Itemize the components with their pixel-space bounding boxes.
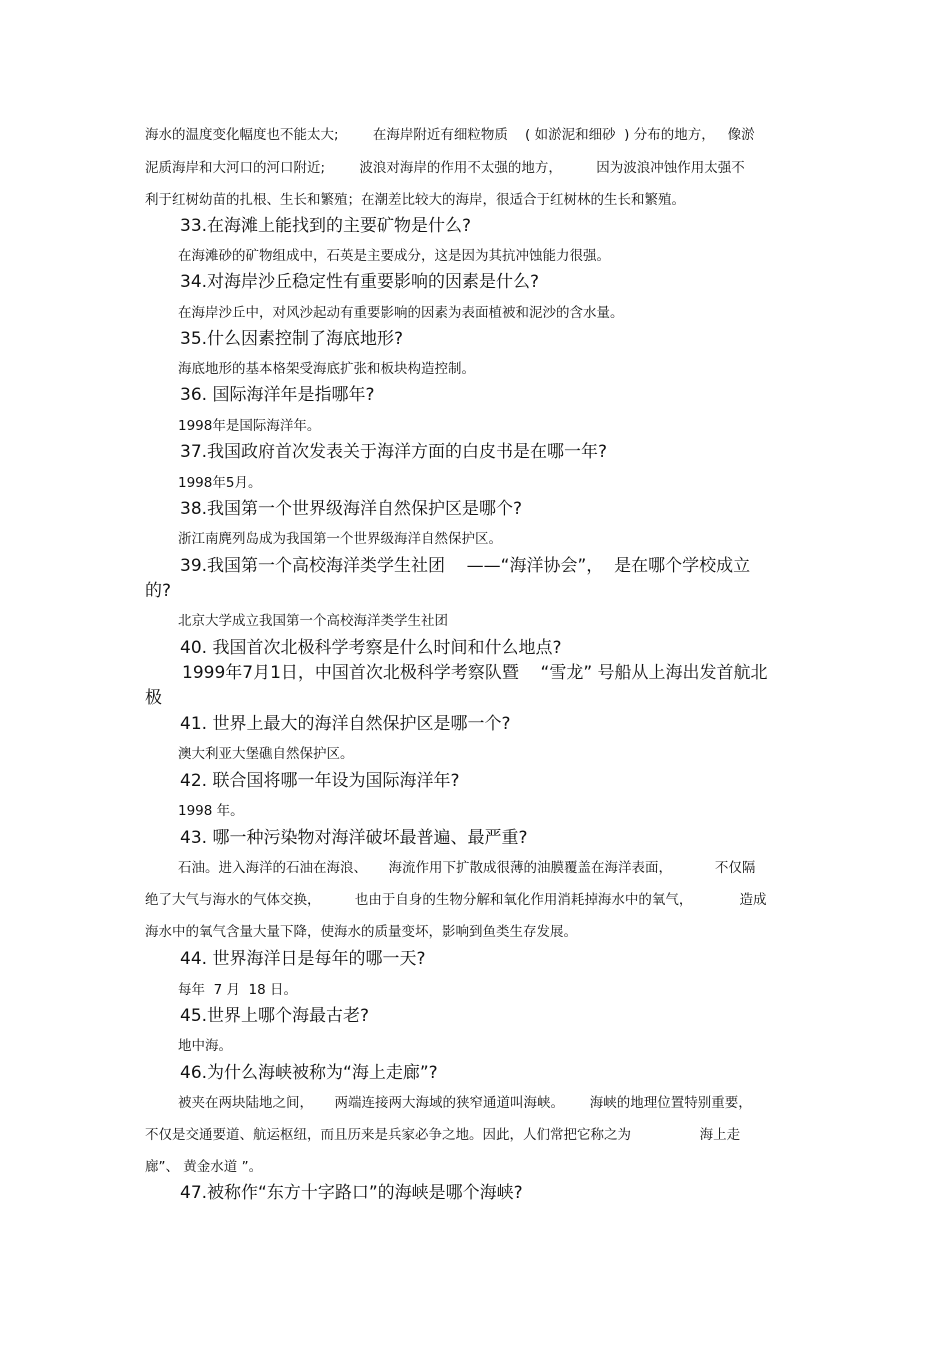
answer-44: 每年 7 月 18 日。 — [178, 982, 298, 998]
answer-43: 石油。进入海洋的石油在海浪、 海流作用下扩散成很薄的油膜覆盖在海洋表面， 不仅隔 — [178, 860, 756, 876]
answer-45: 地中海。 — [178, 1038, 232, 1054]
question-35: 35.什么因素控制了海底地形? — [180, 329, 404, 349]
question-41: 41. 世界上最大的海洋自然保护区是哪一个? — [180, 714, 511, 734]
paragraph-line: 利于红树幼苗的扎根、生长和繁殖；在潮差比较大的海岸，很适合于红树林的生长和繁殖。 — [145, 192, 685, 208]
answer-41: 澳大利亚大堡礁自然保护区。 — [178, 746, 354, 762]
answer-46: 被夹在两块陆地之间， 两端连接两大海域的狭窄通道叫海峡。 海峡的地理位置特别重要， — [178, 1095, 752, 1111]
question-42: 42. 联合国将哪一年设为国际海洋年? — [180, 771, 460, 791]
answer-40-continued: 极 — [145, 688, 162, 708]
answer-35: 海底地形的基本格架受海底扩张和板块构造控制。 — [178, 361, 475, 377]
question-44: 44. 世界海洋日是每年的哪一天? — [180, 949, 426, 969]
answer-33: 在海滩砂的矿物组成中，石英是主要成分，这是因为其抗冲蚀能力很强。 — [178, 248, 610, 264]
question-33: 33.在海滩上能找到的主要矿物是什么? — [180, 216, 472, 236]
paragraph-line: 海水的温度变化幅度也不能太大; 在海岸附近有细粒物质 ( 如淤泥和细砂 ) 分布的地方， 像淤 — [145, 127, 755, 143]
question-39-continued: 的? — [145, 581, 172, 601]
question-47: 47.被称作“东方十字路口”的海峡是哪个海峡? — [180, 1183, 523, 1203]
question-36: 36. 国际海洋年是指哪年? — [180, 385, 375, 405]
question-45: 45.世界上哪个海最古老? — [180, 1006, 370, 1026]
answer-37: 1998年5月。 — [178, 475, 262, 491]
question-40: 40. 我国首次北极科学考察是什么时间和什么地点? — [180, 638, 562, 658]
question-37: 37.我国政府首次发表关于海洋方面的白皮书是在哪一年? — [180, 442, 608, 462]
question-39: 39.我国第一个高校海洋类学生社团 ——“海洋协会”， 是在哪个学校成立 — [180, 556, 751, 576]
paragraph-line: 泥质海岸和大河口的河口附近; 波浪对海岸的作用不太强的地方， 因为波浪冲蚀作用太强不 — [145, 160, 745, 176]
answer-40: 1999年7月1日，中国首次北极科学考察队暨 “雪龙” 号船从上海出发首航北 — [182, 663, 768, 683]
answer-38: 浙江南麂列岛成为我国第一个世界级海洋自然保护区。 — [178, 531, 502, 547]
question-34: 34.对海岸沙丘稳定性有重要影响的因素是什么? — [180, 272, 540, 292]
answer-39: 北京大学成立我国第一个高校海洋类学生社团 — [178, 613, 448, 629]
question-38: 38.我国第一个世界级海洋自然保护区是哪个? — [180, 499, 523, 519]
answer-42: 1998 年。 — [178, 803, 244, 819]
answer-46-continued: 不仅是交通要道、航运枢纽，而且历来是兵家必争之地。因此，人们常把它称之为 海上走 — [145, 1127, 741, 1143]
answer-36: 1998年是国际海洋年。 — [178, 418, 321, 434]
answer-46-continued: 廊”、 黄金水道 ”。 — [145, 1159, 263, 1175]
answer-43-continued: 绝了大气与海水的气体交换， 也由于自身的生物分解和氧化作用消耗掉海水中的氧气， 造成 — [145, 892, 767, 908]
answer-43-continued: 海水中的氧气含量大量下降，使海水的质量变坏，影响到鱼类生存发展。 — [145, 924, 577, 940]
answer-34: 在海岸沙丘中，对风沙起动有重要影响的因素为表面植被和泥沙的含水量。 — [178, 305, 624, 321]
question-43: 43. 哪一种污染物对海洋破坏最普遍、最严重? — [180, 828, 528, 848]
question-46: 46.为什么海峡被称为“海上走廊”? — [180, 1063, 438, 1083]
